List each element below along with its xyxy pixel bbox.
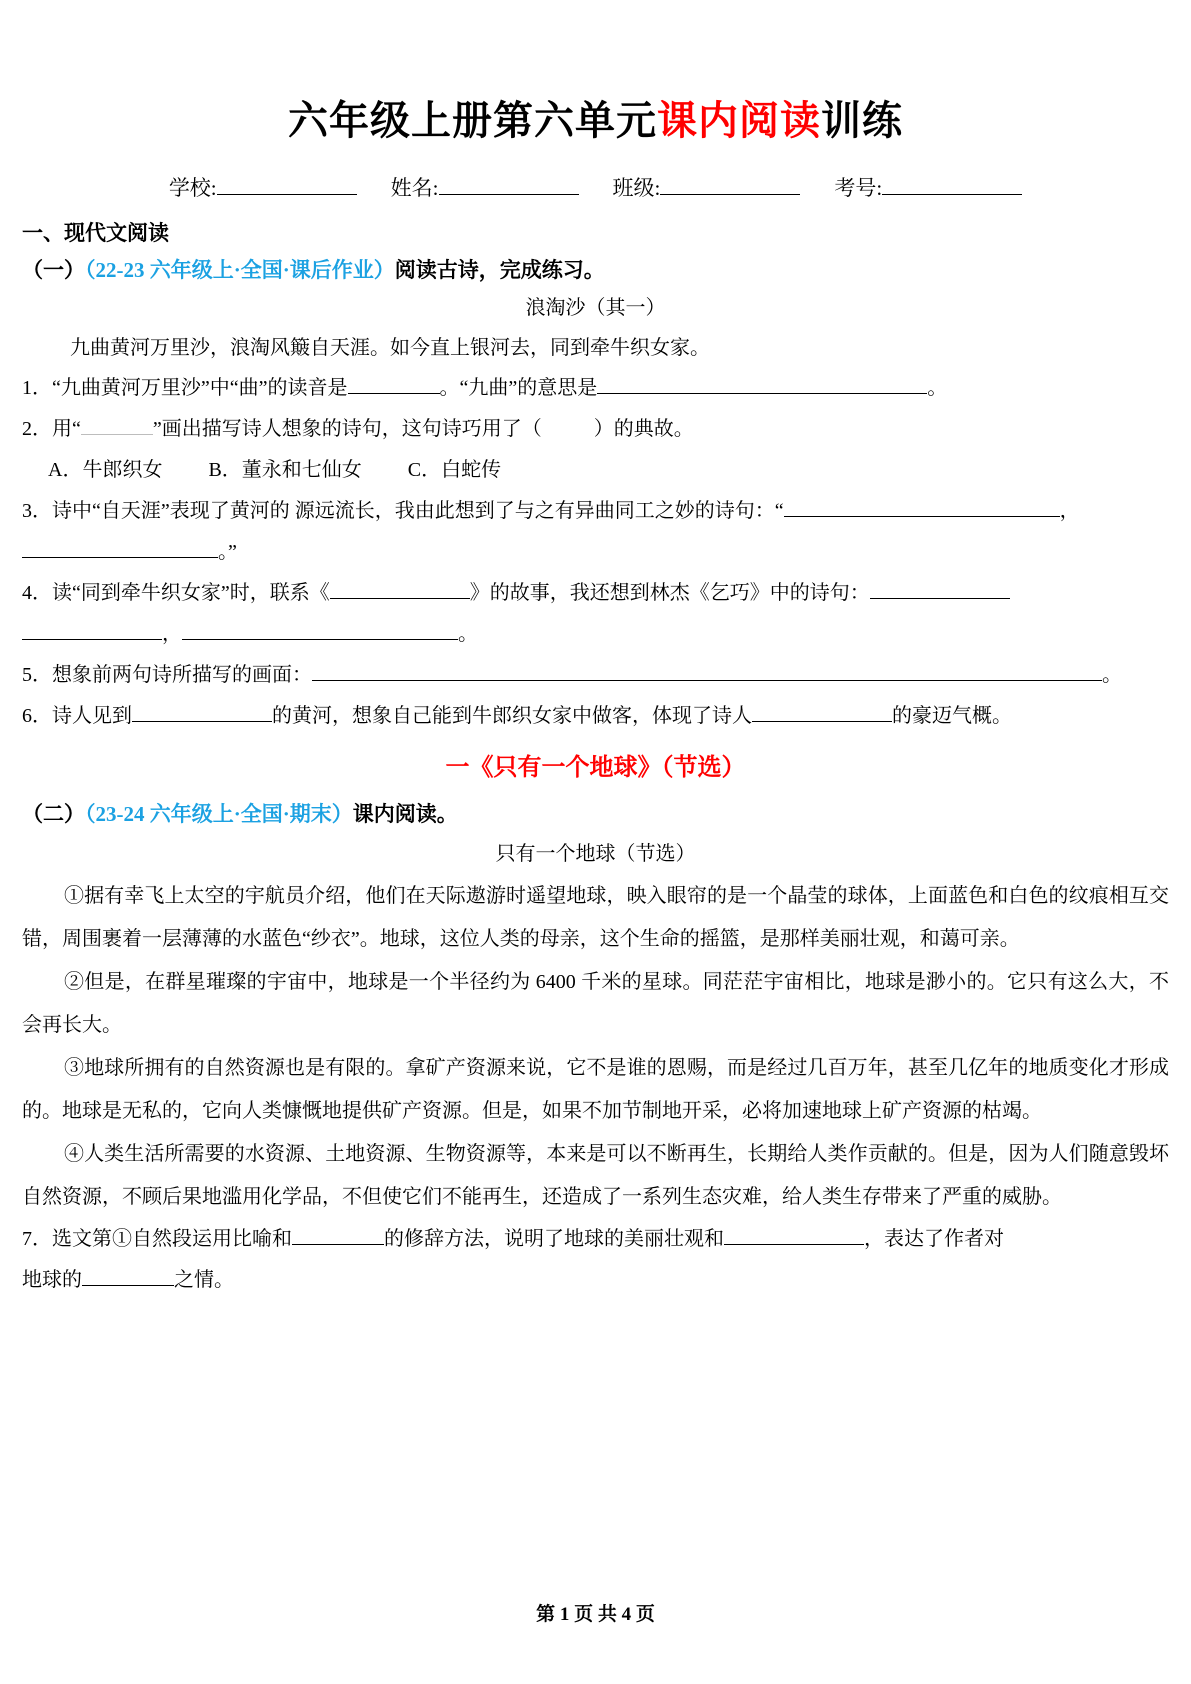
source-code-one: 22-23 [95, 257, 145, 282]
question-4-blank-3[interactable] [22, 622, 162, 640]
question-1-blank-2[interactable] [597, 376, 927, 394]
subsection-one-instruction: 阅读古诗，完成练习。 [394, 257, 605, 282]
question-2-option-b[interactable]: B．董永和七仙女 [208, 459, 362, 482]
title-part-2: 训练 [821, 98, 903, 143]
info-blank-name[interactable] [439, 177, 579, 195]
question-4-text-d: 。 [458, 623, 478, 646]
question-5 [22, 655, 1169, 696]
question-6-blank-2[interactable] [752, 704, 892, 722]
question-2-option-c[interactable]: C．白蛇传 [407, 459, 502, 482]
section-heading-modern-reading: 一、现代文阅读 [22, 221, 169, 245]
passage-paragraph-1: ①据有幸飞上太空的宇航员介绍，他们在天际遨游时遥望地球，映入眼帘的是一个晶莹的球体，上面蓝色和白色的纹痕相互交错，周围裹着一层薄薄的水蓝色“纱衣”。地球，这位人类的母亲，这个生命的摇篮，是那样美丽壮观，和蔼可亲。 [22, 884, 1169, 950]
info-label-class: 班级: [612, 176, 661, 200]
question-2-option-a[interactable]: A．牛郎织女 [48, 459, 163, 482]
info-field-name [391, 172, 579, 202]
question-2-text-a: 用“ [52, 418, 81, 441]
poem-title: 浪淘沙（其一） [525, 297, 666, 320]
question-2-text-c: ）的典故。 [593, 418, 694, 441]
question-5-text-a: 想象前两句诗所描写的画面： [52, 664, 312, 687]
question-2-options [22, 450, 1169, 491]
info-label-school: 学校: [168, 176, 217, 200]
question-7-text-a: 选文第①自然段运用比喻和 [52, 1227, 292, 1250]
question-7-text-d: 地球的 [22, 1268, 82, 1291]
question-2-blank-1[interactable] [81, 417, 153, 435]
question-6-text-a: 诗人见到 [52, 705, 132, 728]
question-5-blank-1[interactable] [312, 663, 1102, 681]
worksheet-content [0, 216, 1191, 1301]
question-3-blank-1[interactable] [784, 499, 1060, 517]
passage-paragraph-2: ②但是，在群星璀璨的宇宙中，地球是一个半径约为 6400 千米的星球。同茫茫宇宙相比，地球是渺小的。它只有这么大，不会再长大。 [22, 970, 1169, 1036]
info-field-class [613, 172, 801, 202]
info-label-exam-number: 考号: [834, 176, 883, 200]
red-section-heading: 一《只有一个地球》（节选） [445, 755, 746, 782]
source-tag-two [85, 802, 353, 826]
question-2-number: 2． [22, 418, 52, 441]
question-1 [22, 368, 1169, 409]
subsection-two-number: （二） [22, 801, 85, 826]
subsection-one-header [22, 252, 1169, 289]
question-6-text-c: 的豪迈气概。 [892, 705, 1012, 728]
question-5-text-b: 。 [1102, 664, 1122, 687]
source-text-two: 六年级上·全国·期末 [144, 801, 332, 826]
question-4-number: 4． [22, 582, 52, 605]
question-4 [22, 573, 1169, 655]
source-paren-close-one: ） [373, 257, 395, 282]
question-3-text-a: 诗中“自天涯”表现了黄河的 源远流长，我由此想到了与之有异曲同工之妙的诗句：“ [52, 500, 784, 523]
passage-title: 只有一个地球（节选） [495, 842, 696, 865]
question-6-blank-1[interactable] [132, 704, 272, 722]
question-4-blank-2[interactable] [870, 581, 1010, 599]
question-7-blank-2[interactable] [724, 1227, 864, 1245]
page-title [0, 0, 1191, 146]
question-3-number: 3． [22, 500, 52, 523]
info-label-name: 姓名: [390, 176, 439, 200]
question-4-text-a: 读“同到牵牛织女家”时，联系《 [52, 582, 330, 605]
question-3-blank-2[interactable] [22, 540, 218, 558]
question-4-text-c: ， [162, 623, 182, 646]
question-7-text-c: ，表达了作者对 [864, 1227, 1004, 1250]
title-part-1: 六年级上册第六单元 [288, 98, 657, 143]
info-field-school [169, 172, 357, 202]
student-info-line [0, 172, 1191, 202]
question-3-text-c: 。” [218, 541, 237, 564]
question-6-text-b: 的黄河，想象自己能到牛郎织女家中做客，体现了诗人 [272, 705, 752, 728]
question-1-text-c: 。 [927, 377, 948, 400]
question-7-text-b: 的修辞方法，说明了地球的美丽壮观和 [384, 1227, 724, 1250]
question-1-number: 1． [22, 377, 52, 400]
info-blank-school[interactable] [217, 177, 357, 195]
subsection-two-header [22, 796, 1169, 833]
question-6-number: 6． [22, 705, 52, 728]
poem-body: 九曲黄河万里沙，浪淘风簸自天涯。如今直上银河去，同到牵牛织女家。 [70, 337, 710, 360]
question-7 [22, 1219, 1169, 1301]
question-6 [22, 696, 1169, 737]
question-3-text-b: ， [1059, 500, 1080, 523]
question-1-text-a: “九曲黄河万里沙”中“曲”的读音是 [52, 377, 348, 400]
question-7-text-e: 之情。 [174, 1268, 234, 1291]
question-7-number: 7． [22, 1227, 52, 1250]
question-4-text-b: 》的故事，我还想到林杰《乞巧》中的诗句： [469, 582, 870, 605]
question-4-blank-1[interactable] [330, 581, 470, 599]
info-field-exam-number [834, 172, 1022, 202]
question-3 [22, 491, 1169, 573]
question-1-text-b: 。“九曲”的意思是 [439, 377, 598, 400]
source-paren-open-one: （ [85, 257, 96, 282]
question-5-number: 5． [22, 664, 52, 687]
info-blank-class[interactable] [660, 177, 800, 195]
question-7-blank-1[interactable] [292, 1227, 384, 1245]
question-2 [22, 409, 1169, 450]
passage-paragraph-3: ③地球所拥有的自然资源也是有限的。拿矿产资源来说，它不是谁的恩赐，而是经过几百万年，甚至几亿年的地质变化才形成的。地球是无私的，它向人类慷慨地提供矿产资源。但是，如果不加节制地开采，必将加速地球上矿产资源的枯竭。 [22, 1056, 1169, 1122]
info-blank-exam-number[interactable] [882, 177, 1022, 195]
source-code-two: 23-24 [95, 801, 145, 826]
subsection-one-number: （一） [22, 257, 85, 282]
question-4-blank-4[interactable] [182, 622, 458, 640]
question-7-blank-3[interactable] [82, 1268, 174, 1286]
page-footer: 第 1 页 共 4 页 [536, 1604, 655, 1625]
source-paren-close-two: ） [331, 801, 353, 826]
question-2-text-b: ”画出描写诗人想象的诗句，这句诗巧用了（ [152, 418, 542, 441]
title-highlight: 课内阅读 [657, 98, 821, 143]
source-text-one: 六年级上·全国·课后作业 [144, 257, 374, 282]
source-tag-one [85, 258, 395, 282]
question-1-blank-1[interactable] [348, 376, 440, 394]
passage-paragraph-4: ④人类生活所需要的水资源、土地资源、生物资源等，本来是可以不断再生，长期给人类作贡献的。但是，因为人们随意毁坏自然资源，不顾后果地滥用化学品，不但使它们不能再生，还造成了一系列生态灾难，给人类生存带来了严重的威胁。 [22, 1142, 1169, 1208]
subsection-two-instruction: 课内阅读。 [352, 801, 458, 826]
source-paren-open-two: （ [85, 801, 96, 826]
